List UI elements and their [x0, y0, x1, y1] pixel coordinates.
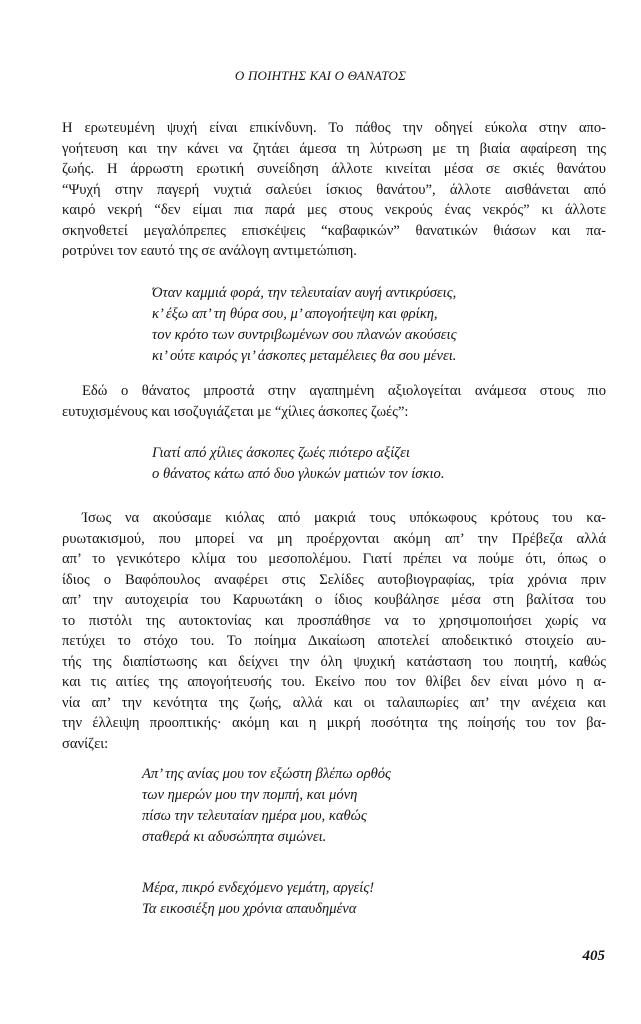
verse-line: Μέρα, πικρό ενδεχόμενο γεμάτη, αργείς! [142, 880, 375, 896]
text-line: γοήτευση και την κάνει να ζητάει άμεσα τη λύτρωση με τη βιαία αφαίρεση της [62, 140, 606, 157]
text-line: απ’ την αυτοχειρία του Καρυωτάκη ο ίδιος κουβάλησε μέσα στη βαλίτσα του [62, 592, 606, 608]
verse-line: κ’ έξω απ’ τη θύρα σου, μ’ απογοήτεψη και φρίκη, [152, 306, 438, 322]
chapter-title: Ο ΠΟΙΗΤΗΣ ΚΑΙ Ο ΘΑΝΑΤΟΣ [234, 68, 407, 83]
verse-4 [142, 878, 374, 920]
text-line: πετύχει το στόχο του. Το ποίημα Δικαίωση αποτελεί αποδεικτικό στοιχείο αυ- [62, 633, 606, 649]
verse-line: κι’ ούτε καιρός γι’ άσκοπες μεταμέλειες θα σου μένει. [152, 348, 457, 364]
text-line: σανίζει: [62, 735, 109, 752]
verse-3 [142, 764, 391, 848]
verse-line: τον κρότο των συντριβωμένων σου πλανών ακούσεις [152, 327, 457, 343]
text-line: ρυωτακισμού, που μπορεί να μη προέρχονται ακόμη απ’ την Πρέβεζα αλλά [62, 530, 606, 547]
text-line: τής της διαπίστωσης και δείχνει την όλη ψυχική κατάσταση του ποιητή, καθώς [62, 653, 606, 670]
text-line: απ’ το γενικότερο κλίμα του μεσοπολέμου. Γιατί πρέπει να πούμε ότι, όπως ο [62, 551, 606, 567]
verse-1 [152, 283, 457, 367]
text-line: και τις αιτίες της απογοήτευσής του. Εκείνο που τον θλίβει δεν είναι μόνο η α- [62, 674, 606, 690]
text-line: ίδιος ο Βαφόπουλος αναφέρει στις Σελίδες αυτοβιογραφίας, τρία χρόνια πριν [62, 571, 606, 588]
paragraph-1 [62, 118, 606, 262]
verse-line: σταθερά κι αδυσώπητα σιμώνει. [142, 829, 327, 845]
verse-line: των ημερών μου την πομπή, και μόνη [142, 787, 358, 803]
text-line: το πιστόλι της αυτοκτονίας και προσπάθησε να το χρησιμοποιήσει χωρίς να [62, 612, 606, 629]
text-line: “Ψυχή στην παγερή νυχτιά σαλεύει ίσκιος θανάτου”, άλλοτε αισθάνεται από [62, 181, 606, 198]
text-line: Η ερωτευμένη ψυχή είναι επικίνδυνη. Το πάθος την οδηγεί εύκολα στην απο- [62, 120, 606, 136]
page-number: 405 [582, 948, 605, 964]
paragraph-3 [62, 508, 606, 754]
text-line: ζωής. Η άρρωστη ερωτική συνείδηση άλλοτε κινείται μέσα σε σκιές θανάτου [62, 161, 606, 177]
text-line: ευτυχισμένους και ισοζυγιάζεται με “χίλιες άσκοπες ζωές”: [62, 403, 409, 420]
text-line: Ίσως να ακούσαμε κιόλας από μακριά τους υπόκωφους κρότους του κα- [82, 510, 606, 526]
text-line: νία απ’ την κενότητα της ζωής, αλλά και οι ταλαιπωρίες απ’ την ανέχεια και [62, 694, 606, 711]
paragraph-2 [62, 381, 606, 422]
verse-line: Γιατί από χίλιες άσκοπες ζωές πιότερο αξίζει [152, 445, 410, 461]
verse-line: Απ’ της ανίας μου τον εξώστη βλέπω ορθός [142, 766, 391, 782]
verse-line: πίσω την τελευταίαν ημέρα μου, καθώς [142, 808, 367, 824]
text-line: Εδώ ο θάνατος μπροστά στην αγαπημένη αξιολογείται ανάμεσα στους πιο [82, 383, 606, 399]
text-line: σκηνοθετεί μεγαλόπρεπες επισκέψεις “καβαφικών” θανατικών θιάσων και πα- [62, 222, 606, 239]
text-line: ροτρύνει τον εαυτό της σε ανάλογη αντιμετώπιση. [62, 243, 357, 259]
text-line: καιρό νεκρή “δεν είμαι πια παρά μες στους νεκρούς ένας νεκρός” κι άλλοτε [62, 202, 606, 218]
verse-line: Όταν καμμιά φορά, την τελευταίαν αυγή αντικρύσεις, [152, 285, 457, 301]
text-line: την έλλειψη προοπτικής· ακόμη και η μικρή ποσότητα της ποίησής του τον βα- [62, 715, 606, 731]
verse-2 [152, 443, 445, 485]
verse-line: ο θάνατος κάτω από δυο γλυκών ματιών τον ίσκιο. [152, 466, 445, 482]
verse-line: Τα εικοσιέξη μου χρόνια απαυδημένα [142, 901, 357, 917]
